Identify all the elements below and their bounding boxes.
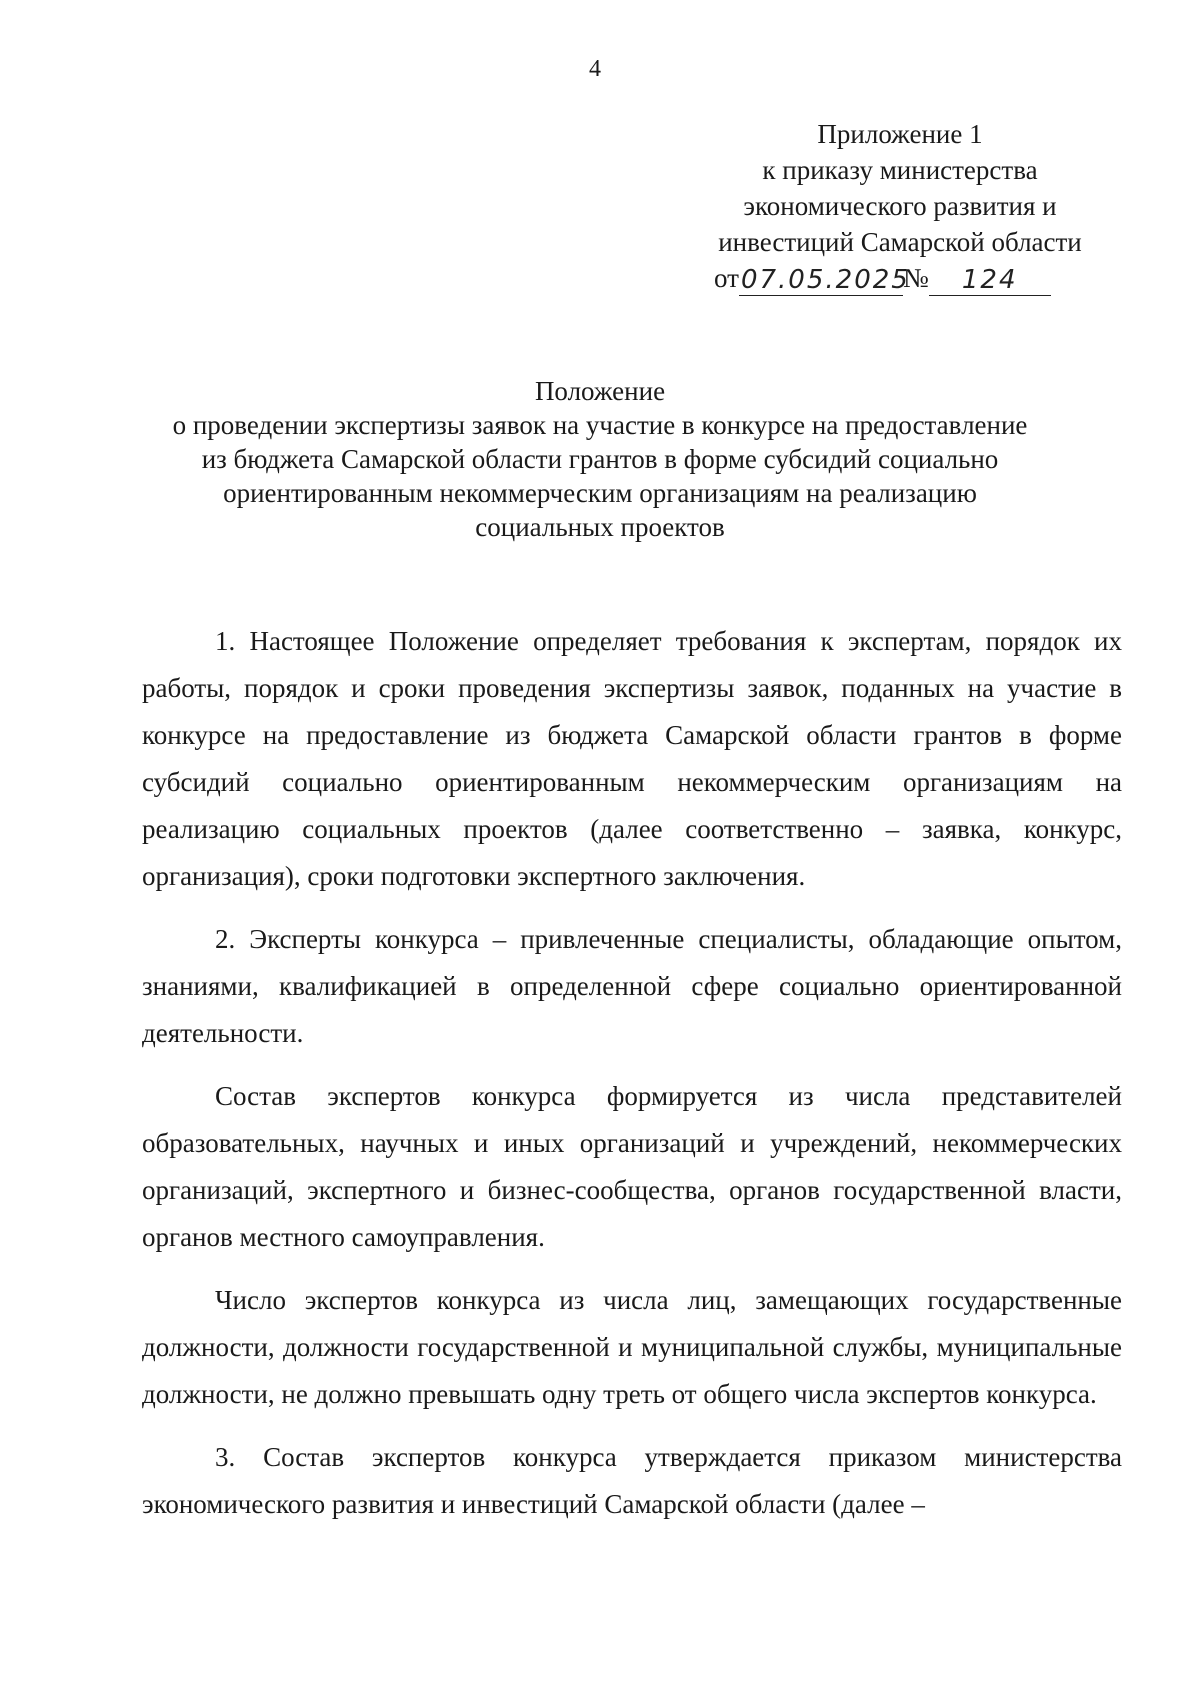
attachment-title: Приложение 1 — [817, 119, 983, 149]
page-number: 4 — [589, 56, 601, 82]
document-title — [150, 374, 1050, 544]
attachment-block — [700, 116, 1100, 296]
title-heading: Положение — [534, 376, 666, 406]
attachment-date-line — [700, 260, 1100, 296]
title-line-2: из бюджета Самарской области грантов в форме субсидий социально — [201, 444, 999, 474]
title-line-4: социальных проектов — [475, 512, 725, 542]
handwritten-number: 124 — [929, 265, 1051, 296]
title-line-3: ориентированным некоммерческим организациям на реализацию — [223, 478, 977, 508]
paragraph-5: 3. Состав экспертов конкурса утверждается приказом министерства экономического развития и инвестиций Самарской области (далее – — [142, 1442, 1122, 1519]
title-line-1: о проведении экспертизы заявок на участие в конкурсе на предоставление — [172, 410, 1028, 440]
attachment-line-ministry: экономического развития и — [743, 191, 1057, 221]
paragraph-4: Число экспертов конкурса из числа лиц, замещающих государственные должности, должности государственной и муниципальной службы, муниципальные должности, не должно превышать одну треть от общего числа экспертов конкурса. — [142, 1285, 1122, 1409]
document-body — [142, 618, 1122, 1528]
attachment-line-region: инвестиций Самарской области — [718, 227, 1082, 257]
number-sign: № — [902, 263, 929, 293]
attachment-line-order: к приказу министерства — [762, 155, 1038, 185]
paragraph-3: Состав экспертов конкурса формируется из числа представителей образовательных, научных и иных организаций и учреждений, некоммерческих организаций, экспертного и бизнес-сообщества, органов государственной власти, органов местного самоуправления. — [142, 1081, 1122, 1252]
handwritten-date: 07.05.2025 — [740, 265, 910, 295]
paragraph-1: 1. Настоящее Положение определяет требования к экспертам, порядок их работы, порядок и сроки проведения экспертизы заявок, поданных на участие в конкурсе на предоставление из бюджета Самарской области грантов в форме субсидий социально ориентированным некоммерческим организациям на реализацию социальных проектов (далее соответственно – заявка, конкурс, организация), сроки подготовки экспертного заключения. — [142, 626, 1122, 891]
date-prefix: от — [714, 263, 739, 293]
paragraph-2: 2. Эксперты конкурса – привлеченные специалисты, обладающие опытом, знаниями, квалификацией в определенной сфере социально ориентированной деятельности. — [142, 924, 1122, 1048]
